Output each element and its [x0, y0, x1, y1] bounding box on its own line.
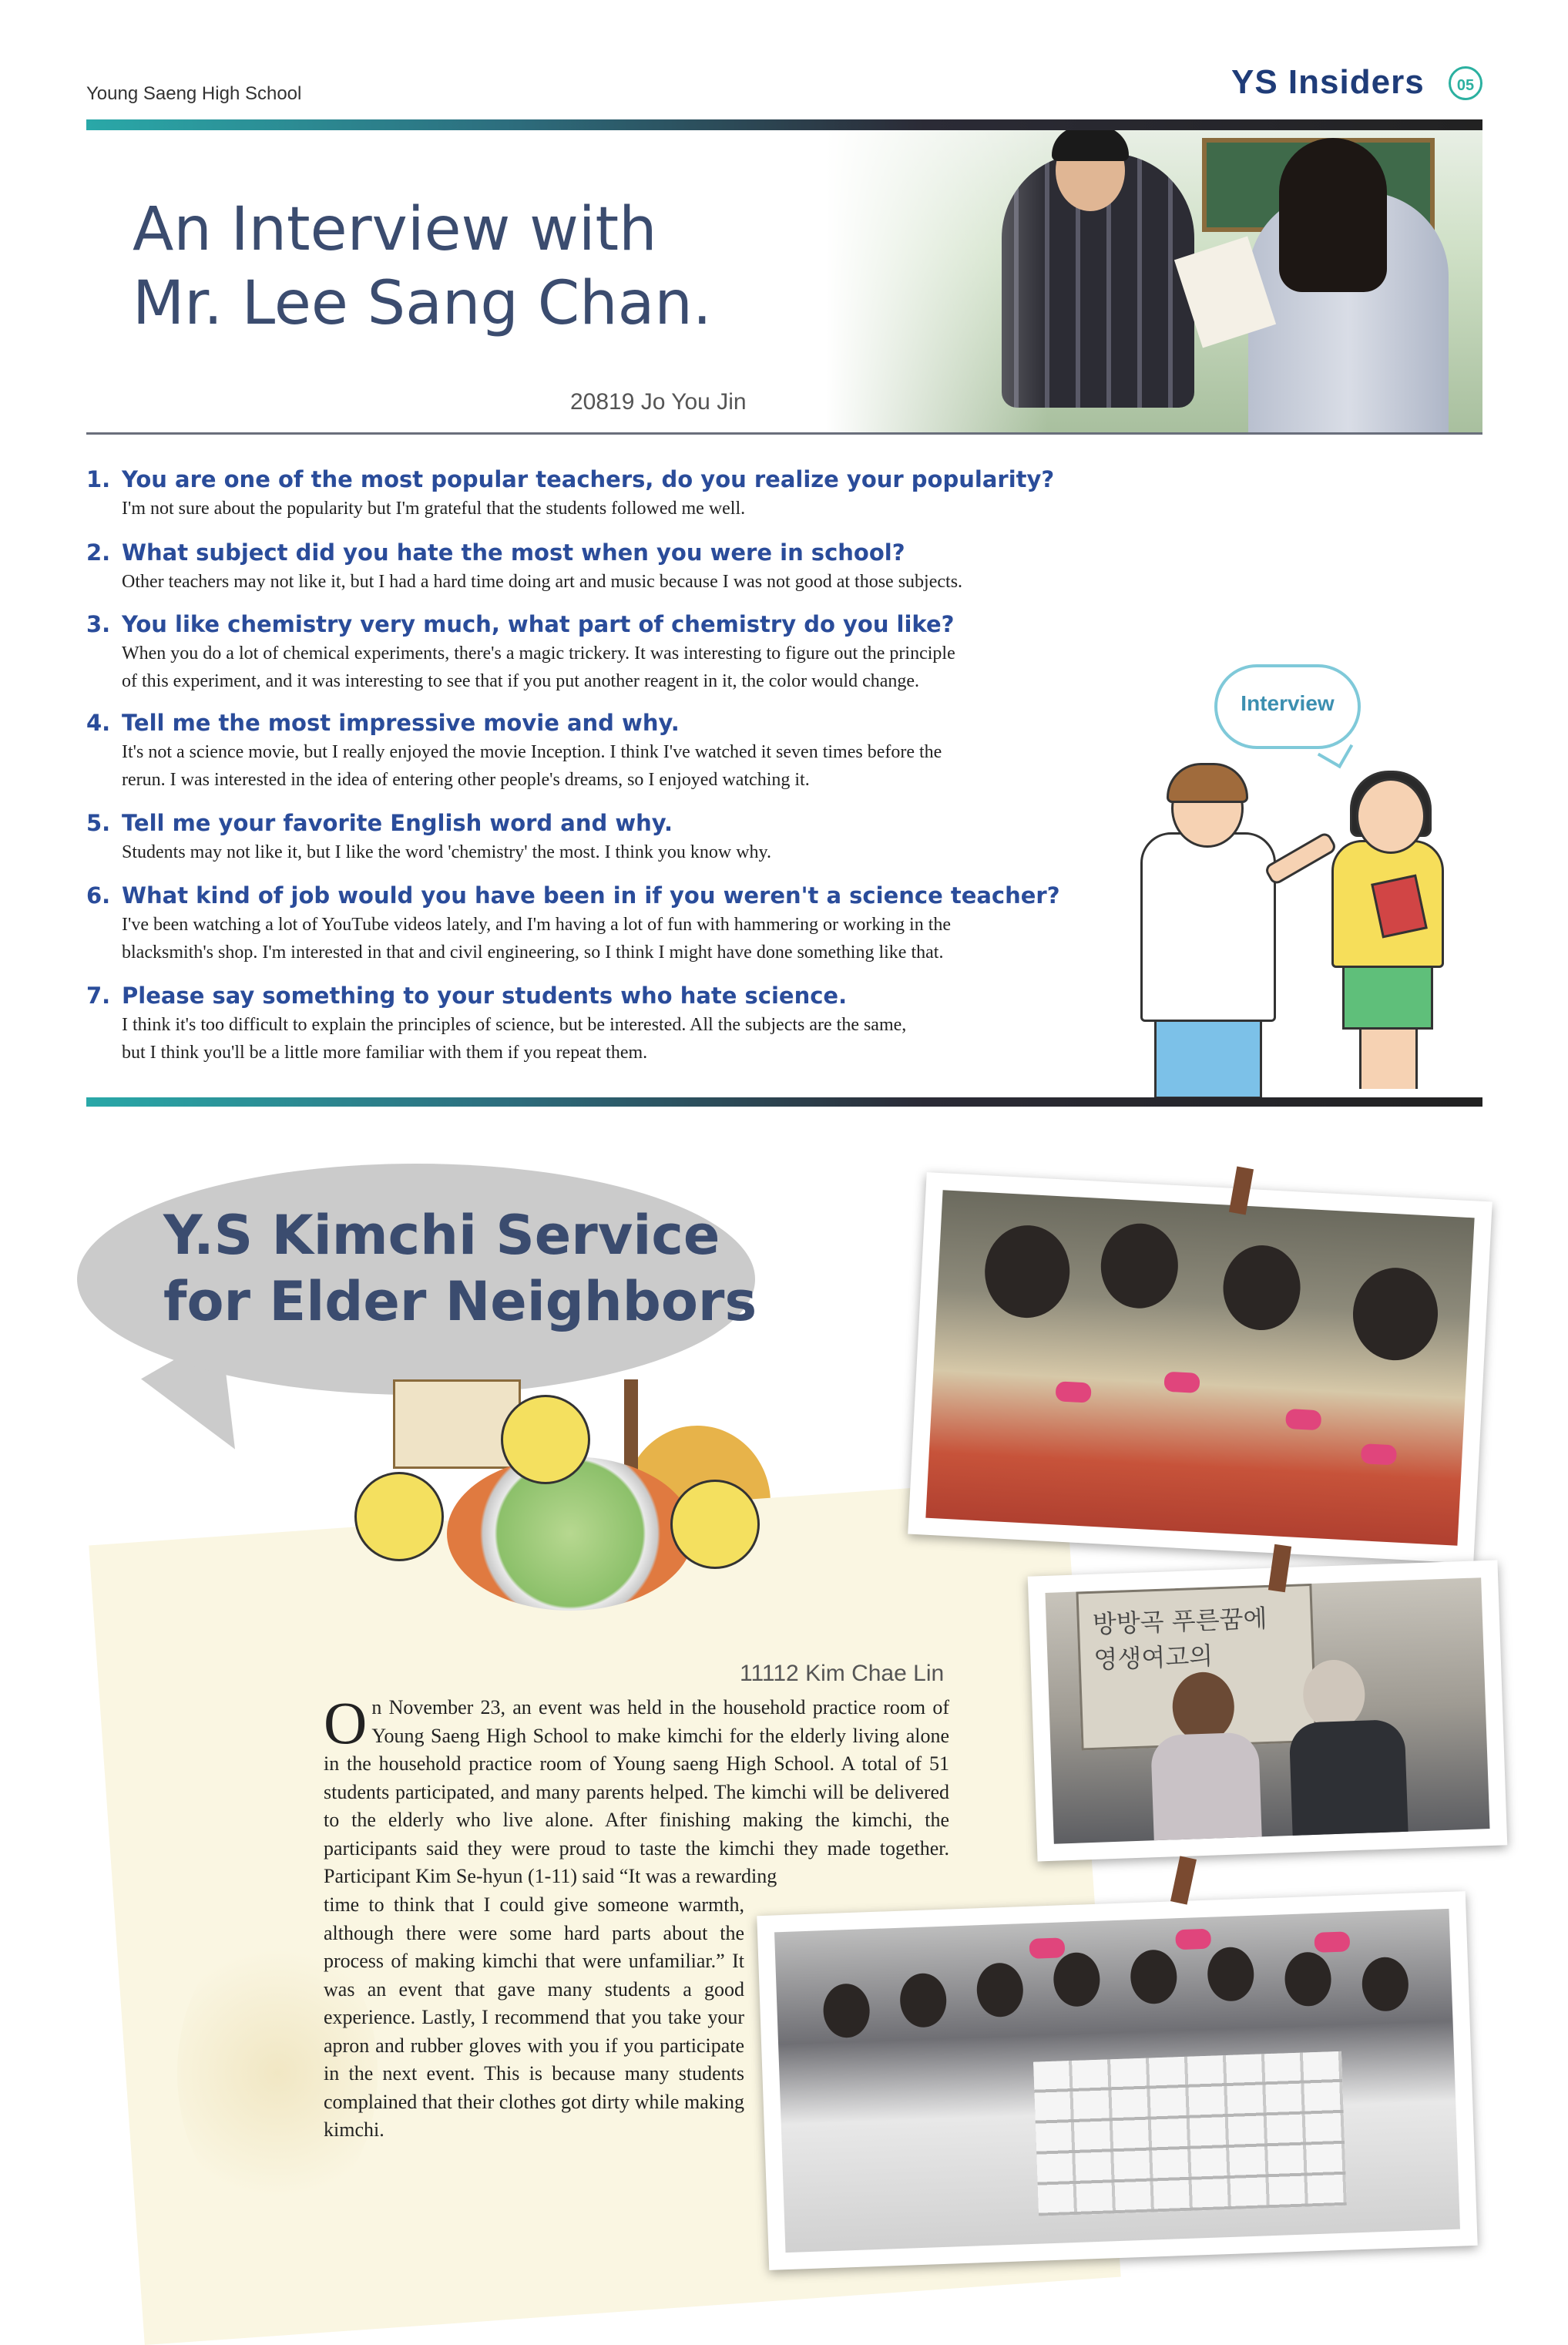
qa-item-4 [86, 707, 1111, 794]
cartoon-child-head [501, 1395, 590, 1484]
kimchi-title-line2: for Elder Neighbors [163, 1270, 757, 1333]
cartoon-girl-head [1356, 778, 1425, 854]
answer-line: Other teachers may not like it, but I had a hard time doing art and music because I was not good at those subjects. [122, 572, 963, 592]
question: 2. What subject did you hate the most when you were in school? [86, 539, 905, 566]
photo-kimchi-making [908, 1172, 1492, 1564]
kimchi-bowl-icon [447, 1456, 693, 1611]
answer-line: of this experiment, and it was interesting to see that if you put another reagent in it, the color would change. [122, 671, 920, 691]
answer-line: I'm not sure about the popularity but I'm grateful that the students followed me well. [122, 499, 746, 519]
photo-group-kimchi-boxes [757, 1891, 1477, 2270]
qa-item-1 [86, 464, 1111, 522]
kimchi-story-part1 [324, 1689, 949, 1891]
cartoon-boy [1140, 832, 1276, 1022]
qa-item-6 [86, 880, 1111, 966]
qa-item-3 [86, 609, 1111, 695]
question: 6. What kind of job would you have been in if you weren't a science teacher? [86, 882, 1060, 909]
sign-text-line: 방방곡 푸른꿈에 [1092, 1603, 1268, 1639]
answer-line: I've been watching a lot of YouTube videos lately, and I'm having a lot of fun with hammering or working in the [122, 915, 952, 935]
school-name: Young Saeng High School [86, 83, 302, 104]
interview-byline: 20819 Jo You Jin [570, 389, 747, 415]
question: 5. Tell me your favorite English word and why. [86, 810, 673, 836]
question: 7. Please say something to your students who hate science. [86, 983, 848, 1009]
answer-line: Students may not like it, but I like the word 'chemistry' the most. I think you know why. [122, 842, 771, 862]
cartoon-girl-legs [1359, 1023, 1418, 1089]
answer-line: rerun. I was interested in the idea of entering other people's dreams, so I enjoyed watching it. [122, 770, 810, 790]
question: 1. You are one of the most popular teachers, do you realize your popularity? [86, 466, 1055, 492]
kimchi-title [163, 1202, 757, 1335]
gift-box-icon [393, 1379, 521, 1469]
question: 3. You like chemistry very much, what part of chemistry do you like? [86, 611, 955, 637]
answer-line: It's not a science movie, but I really enjoyed the movie Inception. I think I've watched it seven times before the [122, 742, 942, 762]
interview-title-line2: Mr. Lee Sang Chan. [133, 269, 712, 338]
cartoon-boy-hair [1167, 763, 1248, 803]
answer-line: When you do a lot of chemical experiments, there's a magic trickery. It was interesting to figure out the principle [122, 643, 955, 664]
kimchi-title-line1: Y.S Kimchi Service [163, 1204, 720, 1267]
answer-line: I think it's too difficult to explain the principles of science, but be interested. All the subjects are the same, [122, 1015, 907, 1035]
qa-item-5 [86, 808, 1111, 866]
cartoon-child-head [670, 1480, 760, 1569]
interview-photo [771, 130, 1482, 435]
qa-item-7 [86, 980, 1111, 1067]
magazine-brand: YS Insiders [1231, 63, 1425, 101]
drop-cap: O [324, 1689, 368, 1756]
interview-title-line1: An Interview with [133, 195, 657, 264]
answer-line: blacksmith's shop. I'm interested in that and civil engineering, so I think I might have done something like that. [122, 942, 944, 963]
question: 4. Tell me the most impressive movie and why. [86, 710, 680, 736]
cartoon-child-head [354, 1472, 444, 1561]
qa-item-2 [86, 537, 1111, 596]
kimchi-illustration [331, 1364, 755, 1618]
interview-speech-bubble [1214, 664, 1361, 749]
kimchi-byline: 11112 Kim Chae Lin [740, 1661, 945, 1686]
page-number-badge: 05 [1449, 66, 1482, 100]
answer-line: but I think you'll be a little more familiar with them if you repeat them. [122, 1043, 648, 1063]
divider [86, 432, 1482, 435]
section-divider-bar [86, 1097, 1482, 1107]
photo-donation-handshake [1028, 1560, 1508, 1861]
sign-text-line: 영생여고의 [1093, 1641, 1214, 1675]
pin-icon [1170, 1856, 1197, 1904]
interview-title [133, 193, 712, 341]
speech-bubble-label: Interview [1241, 691, 1335, 715]
cartoon-boy-legs [1154, 1010, 1262, 1099]
story-text: n November 23, an event was held in the household practice room of Young Saeng High School to make kimchi for the elderly living alone in the household practice room of Young saeng High School. A total of 51 students participated, and many parents helped. The kimchi will be delivered to the elderly who live alone. After finishing making the kimchi, the participants said they were proud to taste the kimchi they made together. Participant Kim Se-hyun (1-11) said “It was a rewarding [324, 1696, 949, 1887]
kimchi-story-part2: time to think that I could give someone warmth, although there were some hard parts about the process of making kimchi that were unfamiliar.” It was an event that gave many students a good experience. Lastly, I recommend that you take your apron and rubber gloves with you if you participate in the next event. This is because many students complained that their clothes got dirty while making kimchi. [324, 1893, 744, 2141]
header-bar [86, 119, 1482, 130]
